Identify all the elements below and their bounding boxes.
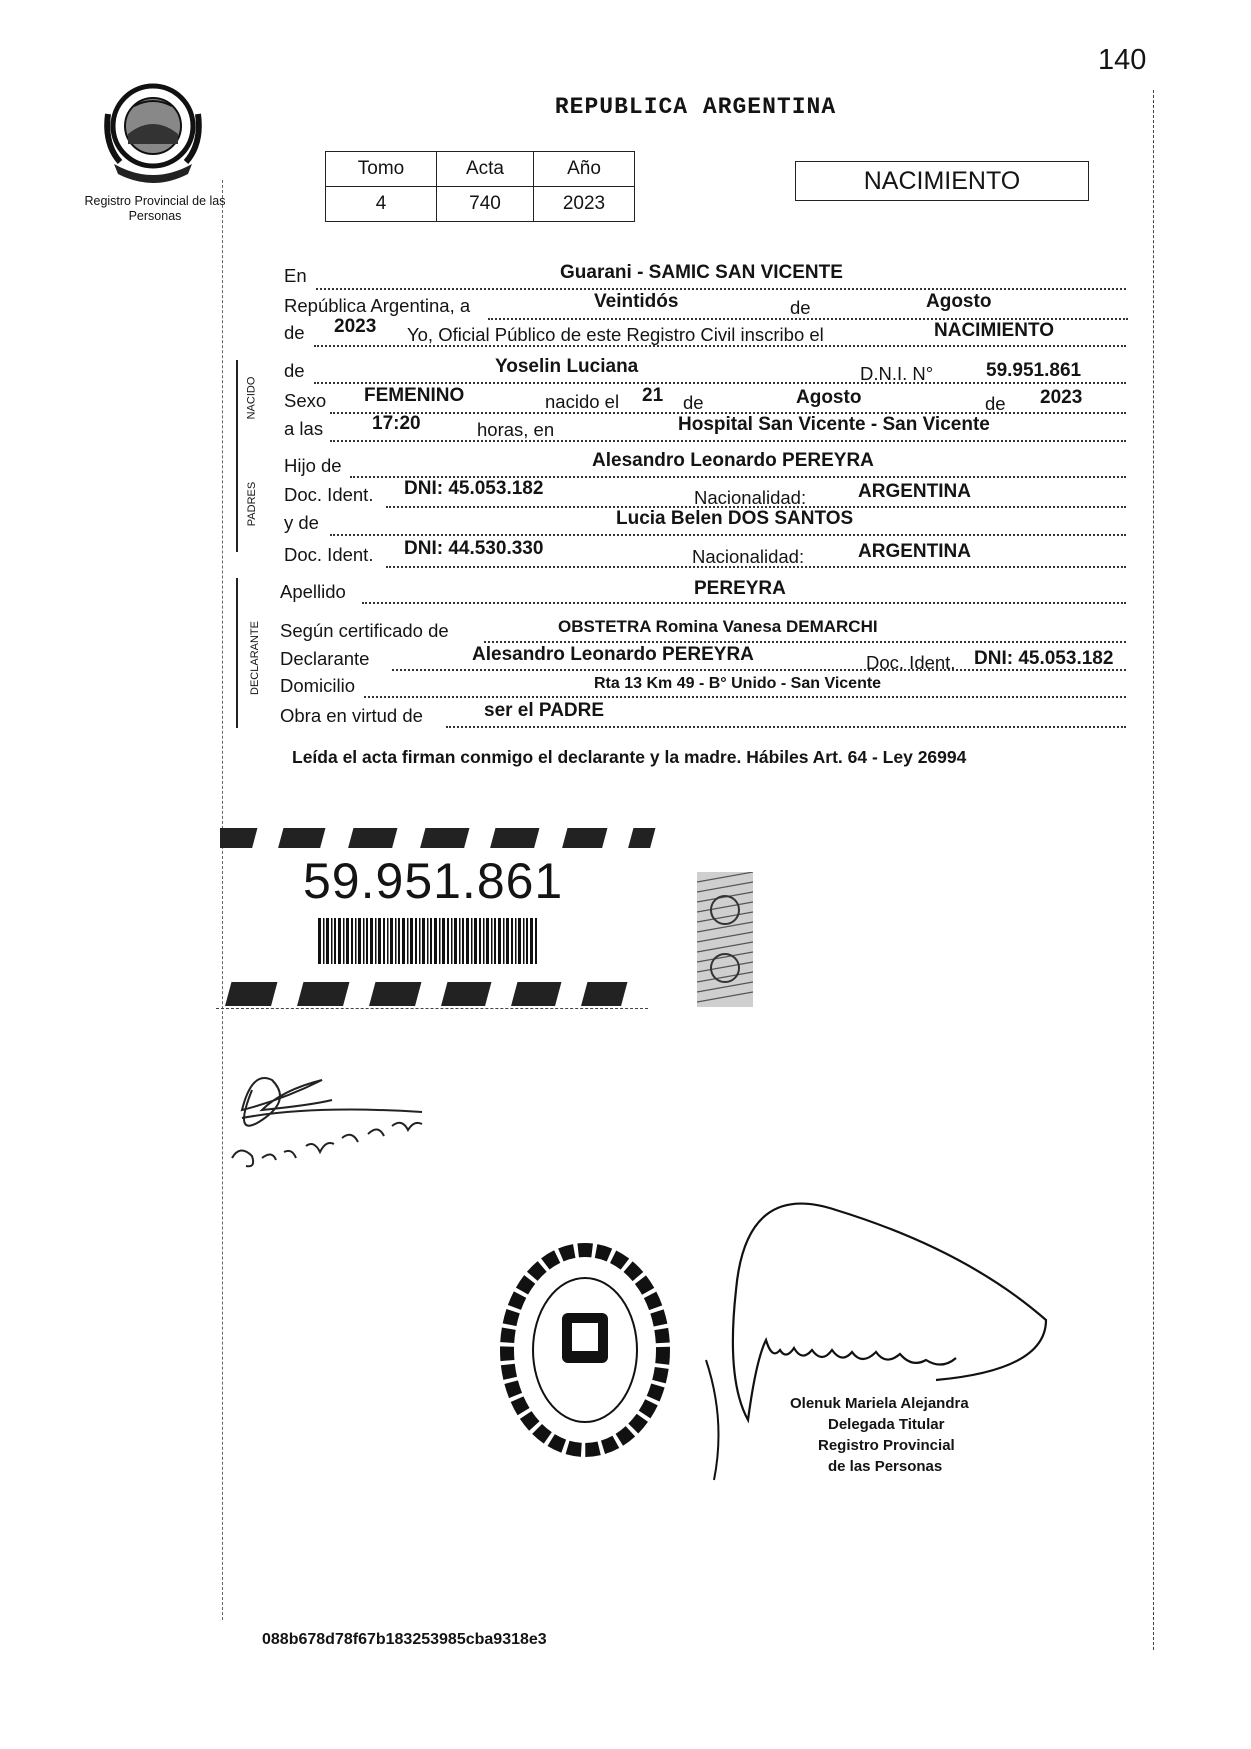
mother-value: Lucia Belen DOS SANTOS xyxy=(616,508,854,529)
dotted-line xyxy=(330,440,1126,442)
official-office: Registro Provincial xyxy=(818,1437,955,1454)
declarante-side-label: DECLARANTE xyxy=(248,621,261,695)
official-name: Olenuk Mariela Alejandra xyxy=(790,1395,969,1412)
dotted-line xyxy=(362,602,1126,604)
id-number: 59.951.861 xyxy=(303,853,564,909)
padres-side-label: PADRES xyxy=(246,481,259,527)
declarante-doc: DNI: 45.053.182 xyxy=(974,648,1114,669)
declarante-label: Declarante xyxy=(280,648,370,669)
place-value: Hospital San Vicente - San Vicente xyxy=(678,414,990,435)
obra-label: Obra en virtud de xyxy=(280,705,423,726)
tomo-value: 4 xyxy=(326,187,437,222)
en-label: En xyxy=(284,265,307,286)
province-seal-icon xyxy=(94,74,212,192)
dni-label: D.N.I. N° xyxy=(860,363,934,384)
segun-label: Según certificado de xyxy=(280,620,449,641)
de-label: de xyxy=(790,297,811,318)
dotted-line xyxy=(316,288,1126,290)
mother-doc: DNI: 44.530.330 xyxy=(404,538,544,559)
acta-value: 740 xyxy=(437,187,534,222)
yde-label: y de xyxy=(284,512,319,533)
domicilio-label: Domicilio xyxy=(280,675,356,696)
registry-label: Registro Provincial de las Personas xyxy=(84,194,226,223)
table-row xyxy=(326,152,635,187)
sexo-value: FEMENINO xyxy=(364,385,465,406)
de5-label: de xyxy=(985,393,1006,414)
hijo-label: Hijo de xyxy=(284,455,342,476)
hospital-stamp-icon xyxy=(500,1243,670,1458)
nac2-label: Nacionalidad: xyxy=(692,546,805,567)
apellido-value: PEREYRA xyxy=(694,578,786,599)
barcode-icon xyxy=(318,918,538,964)
dotted-line xyxy=(330,534,1126,536)
birth-month: Agosto xyxy=(796,387,862,408)
year-value: 2023 xyxy=(334,316,377,337)
acta-header: Acta xyxy=(437,152,534,187)
father-doc: DNI: 45.053.182 xyxy=(404,478,544,499)
father-value: Alesandro Leonardo PEREYRA xyxy=(592,450,874,471)
domicilio-value: Rta 13 Km 49 - B° Unido - San Vicente xyxy=(594,675,882,692)
dotted-line xyxy=(484,641,1126,643)
nac-label: Nacionalidad: xyxy=(694,487,807,508)
time-value: 17:20 xyxy=(372,413,421,434)
security-strip-bottom xyxy=(222,980,662,1010)
nacido-label: nacido el xyxy=(545,391,620,412)
de4-label: de xyxy=(683,392,704,413)
left-margin-rule xyxy=(222,180,224,1620)
rep-label: República Argentina, a xyxy=(284,295,471,316)
sexo-label: Sexo xyxy=(284,390,327,411)
mother-nat: ARGENTINA xyxy=(858,541,971,562)
official-office-2: de las Personas xyxy=(828,1458,943,1475)
day-value: Veintidós xyxy=(594,291,679,312)
document-title: REPUBLICA ARGENTINA xyxy=(554,94,837,120)
inscribo-value: NACIMIENTO xyxy=(934,320,1054,341)
doc2-label: Doc. Ident. xyxy=(284,544,374,565)
act-type-box: NACIMIENTO xyxy=(795,161,1089,201)
hologram-icon xyxy=(697,872,753,1007)
reference-table xyxy=(325,151,635,222)
apellido-label: Apellido xyxy=(280,581,346,602)
section-rule xyxy=(236,360,238,460)
dotted-line xyxy=(446,726,1126,728)
yo-label: Yo, Oficial Público de este Registro Civil inscribo el xyxy=(407,324,824,345)
name-value: Yoselin Luciana xyxy=(495,356,639,377)
anio-value: 2023 xyxy=(534,187,635,222)
official-role: Delegada Titular xyxy=(828,1416,945,1433)
doc-label: Doc. Ident. xyxy=(284,484,374,505)
segun-value: OBSTETRA Romina Vanesa DEMARCHI xyxy=(558,617,878,636)
alas-label: a las xyxy=(284,418,324,439)
de2-label: de xyxy=(284,322,305,343)
doc3-label: Doc. Ident. xyxy=(866,652,956,673)
official-signature-block xyxy=(790,1393,969,1477)
document-hash: 088b678d78f67b183253985cba9318e3 xyxy=(262,1631,547,1648)
security-divider xyxy=(216,1008,648,1009)
section-rule xyxy=(236,578,238,728)
nacido-side-label: NACIDO xyxy=(245,376,258,420)
de3-label: de xyxy=(284,360,305,381)
anio-header: Año xyxy=(534,152,635,187)
tomo-header: Tomo xyxy=(326,152,437,187)
declarante-value: Alesandro Leonardo PEREYRA xyxy=(472,644,754,665)
dni-value: 59.951.861 xyxy=(986,360,1082,381)
father-nat: ARGENTINA xyxy=(858,481,971,502)
legal-note: Leída el acta firman conmigo el declarante y la madre. Hábiles Art. 64 - Ley 26994 xyxy=(292,747,967,767)
security-strip-top xyxy=(220,826,660,852)
birth-year: 2023 xyxy=(1040,387,1083,408)
declarant-signature xyxy=(222,1060,452,1180)
obra-value: ser el PADRE xyxy=(484,700,605,721)
dotted-line xyxy=(364,696,1126,698)
dotted-line xyxy=(314,382,1126,384)
right-margin-rule xyxy=(1153,90,1155,1650)
page-number: 140 xyxy=(1098,44,1147,76)
en-value: Guarani - SAMIC SAN VICENTE xyxy=(560,262,843,283)
section-rule xyxy=(236,452,238,552)
month-value: Agosto xyxy=(926,291,992,312)
birth-day: 21 xyxy=(642,385,664,406)
horas-label: horas, en xyxy=(477,419,555,440)
table-row xyxy=(326,187,635,222)
